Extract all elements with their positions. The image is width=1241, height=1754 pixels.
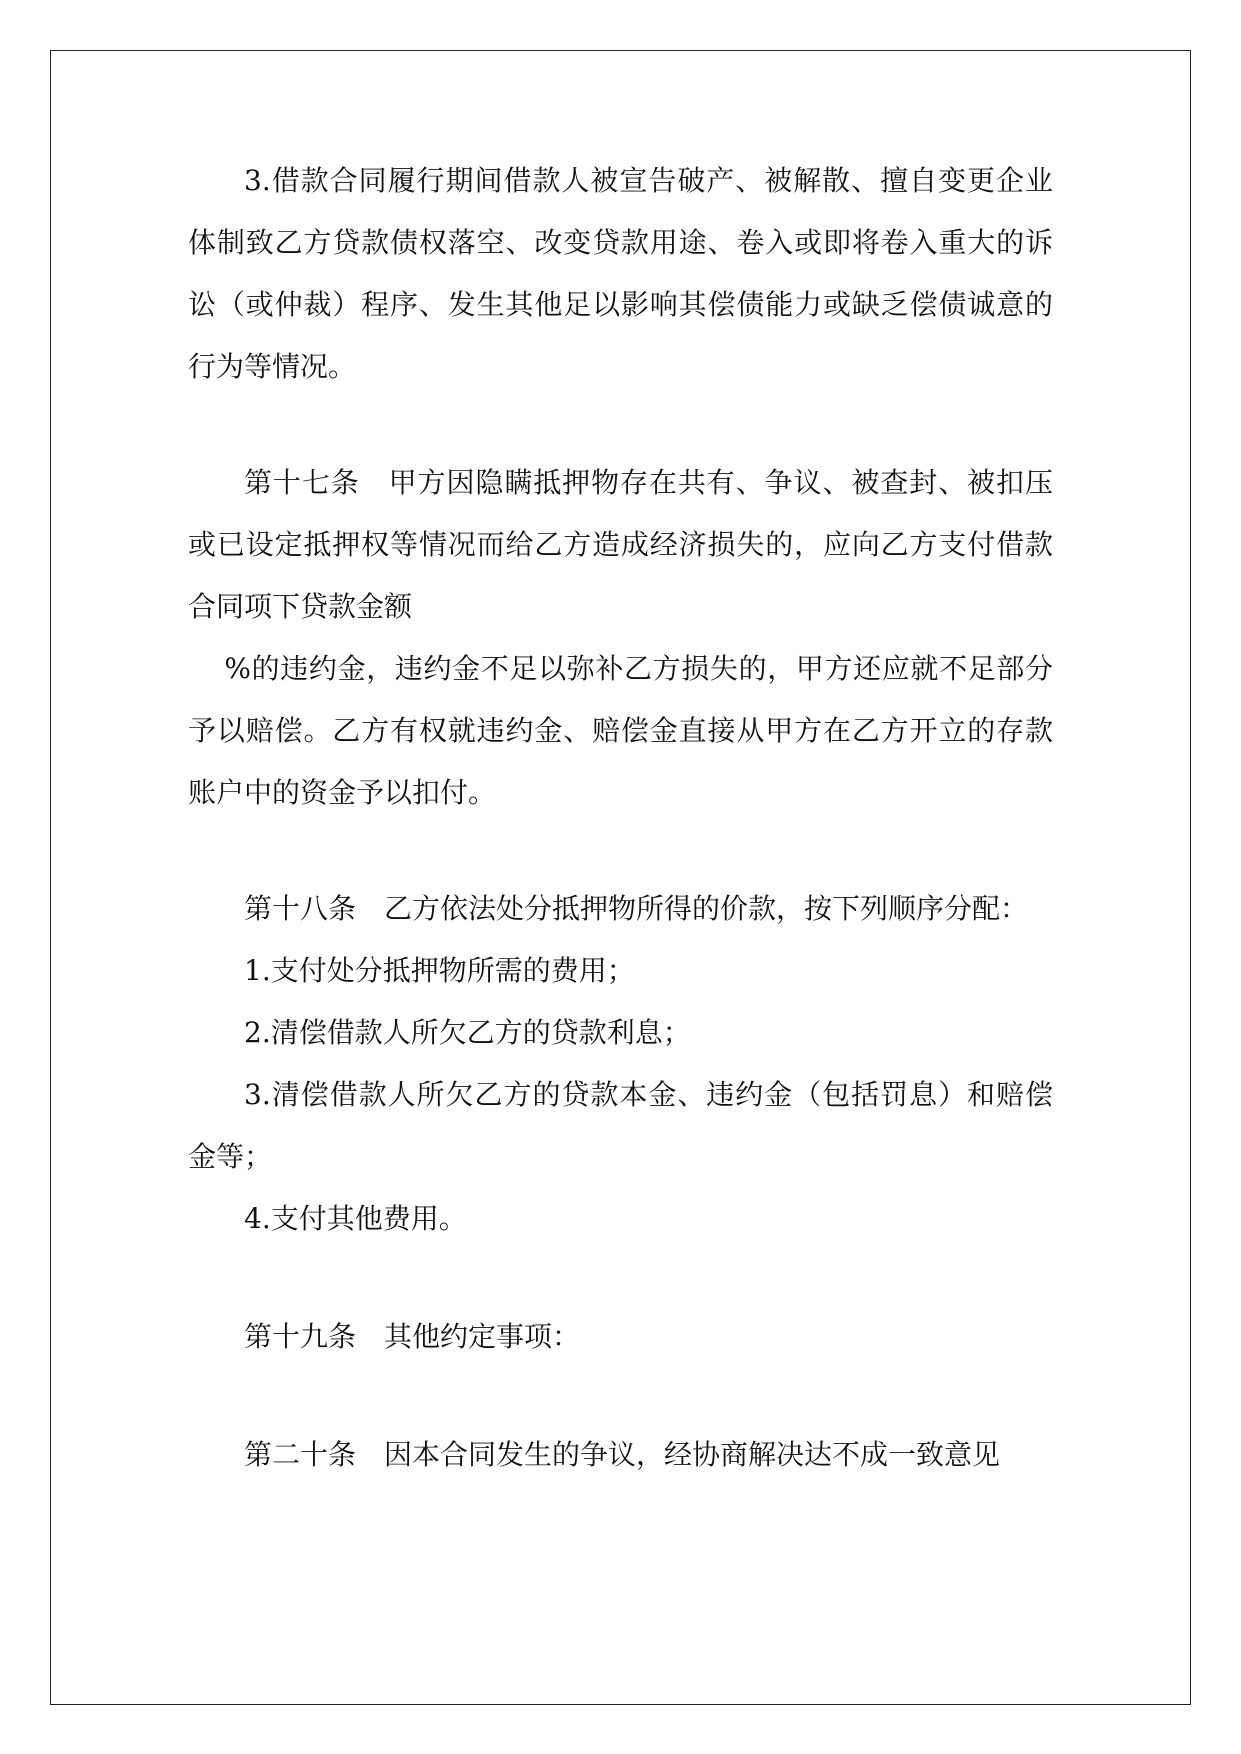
- document-body: [188, 150, 1053, 1486]
- paragraph-spacer: [188, 398, 1053, 452]
- article-18-item-2: 2.清偿借款人所欠乙方的贷款利息；: [244, 1016, 691, 1049]
- article-20: 第二十条 因本合同发生的争议，经协商解决达不成一致意见: [244, 1438, 1001, 1471]
- clause-16-item-3: 3.借款合同履行期间借款人被宣告破产、被解散、擅自变更企业体制致乙方贷款债权落空、改变贷款用途、卷入或即将卷入重大的诉讼（或仲裁）程序、发生其他足以影响其偿债能力或缺乏偿债诚意的行为等情况。: [188, 164, 1053, 383]
- article-18: 第十八条 乙方依法处分抵押物所得的价款，按下列顺序分配：: [244, 892, 1029, 925]
- article-17-continuation: %的违约金，违约金不足以弥补乙方损失的，甲方还应就不足部分予以赔偿。乙方有权就违约金、赔偿金直接从甲方在乙方开立的存款账户中的资金予以扣付。: [188, 652, 1053, 809]
- paragraph-spacer: [188, 1368, 1053, 1424]
- article-18-item-4: 4.支付其他费用。: [244, 1202, 467, 1235]
- article-17: 第十七条 甲方因隐瞒抵押物存在共有、争议、被查封、被扣压或已设定抵押权等情况而给乙方造成经济损失的，应向乙方支付借款合同项下贷款金额: [188, 466, 1053, 623]
- paragraph-spacer: [188, 1250, 1053, 1306]
- article-18-item-1: 1.支付处分抵押物所需的费用；: [244, 954, 635, 987]
- article-19: 第十九条 其他约定事项：: [244, 1320, 581, 1353]
- article-18-item-3: 3.清偿借款人所欠乙方的贷款本金、违约金（包括罚息）和赔偿金等；: [188, 1078, 1053, 1173]
- paragraph-spacer: [188, 824, 1053, 878]
